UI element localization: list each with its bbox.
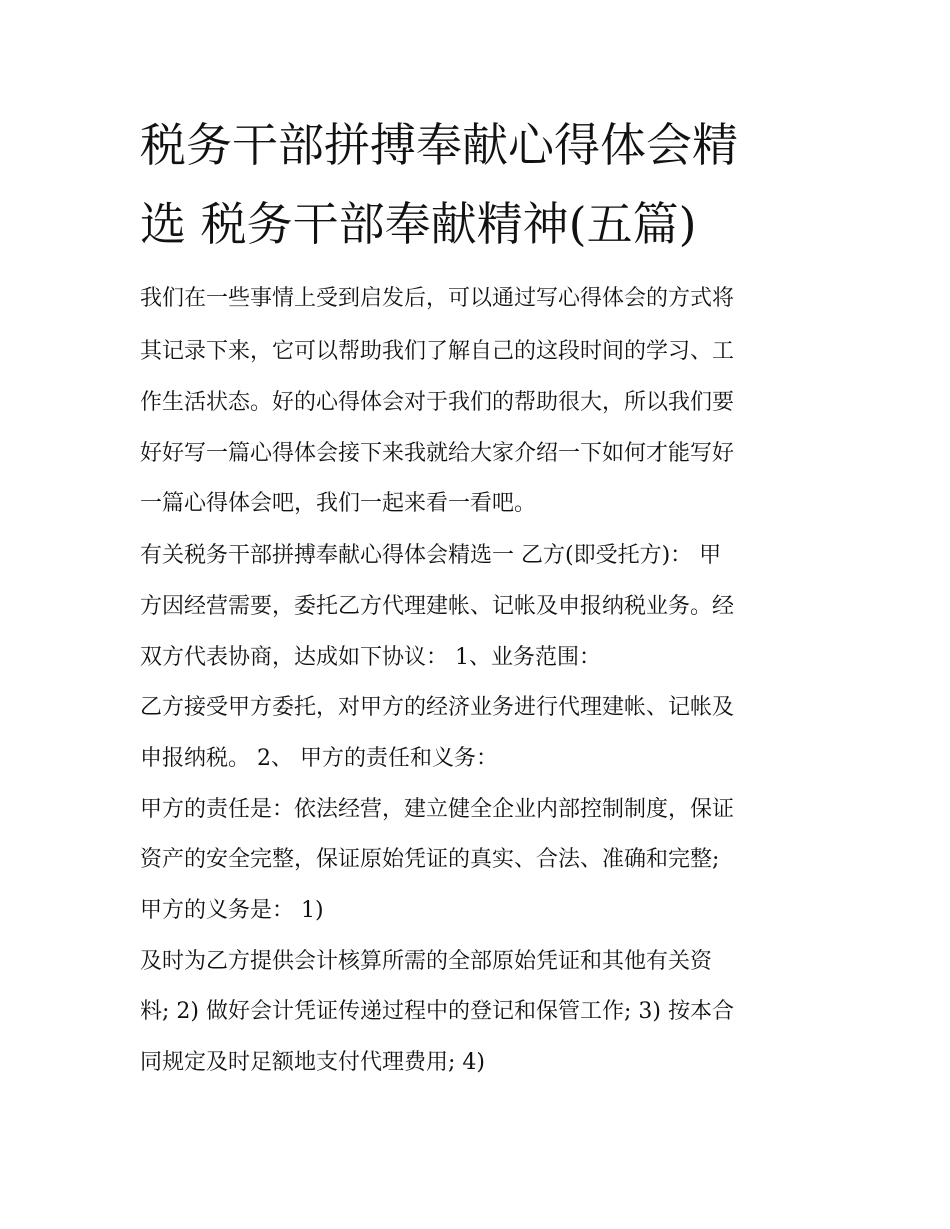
body-line-4: 好好写一篇心得体会接下来我就给大家介绍一下如何才能写好 [140, 441, 735, 466]
body-line-5: 一篇心得体会吧，我们一起来看一看吧。 [140, 491, 537, 516]
body-line-15: 料; 2) 做好会计凭证传递过程中的登记和保管工作; 3) 按本合 [140, 999, 734, 1024]
body-line-12: 资产的安全完整，保证原始凭证的真实、合法、准确和完整; [140, 847, 720, 872]
document-title-line-2: 选 税务干部奉献精神(五篇) [140, 197, 697, 251]
body-line-10: 申报纳税。 2、 甲方的责任和义务： [140, 746, 498, 771]
body-line-16: 同规定及时足额地支付代理费用; 4) [140, 1050, 485, 1075]
body-line-9: 乙方接受甲方委托，对甲方的经济业务进行代理建帐、记帐及 [140, 695, 735, 720]
body-line-3: 作生活状态。好的心得体会对于我们的帮助很大，所以我们要 [140, 390, 735, 415]
body-line-11: 甲方的责任是：依法经营，建立健全企业内部控制制度，保证 [140, 797, 735, 822]
body-line-8: 双方代表协商，达成如下协议： 1、业务范围： [140, 645, 601, 670]
body-line-13: 甲方的义务是： 1) [140, 898, 324, 923]
body-line-1: 我们在一些事情上受到启发后，可以通过写心得体会的方式将 [140, 286, 735, 311]
body-line-14: 及时为乙方提供会计核算所需的全部原始凭证和其他有关资 [140, 949, 713, 974]
document-title-line-1: 税务干部拼搏奉献心得体会精 [140, 118, 738, 172]
body-line-2: 其记录下来，它可以帮助我们了解自己的这段时间的学习、工 [140, 339, 735, 364]
body-line-6: 有关税务干部拼搏奉献心得体会精选一 乙方(即受托方)： 甲 [140, 543, 722, 568]
body-line-7: 方因经营需要，委托乙方代理建帐、记帐及申报纳税业务。经 [140, 594, 735, 619]
